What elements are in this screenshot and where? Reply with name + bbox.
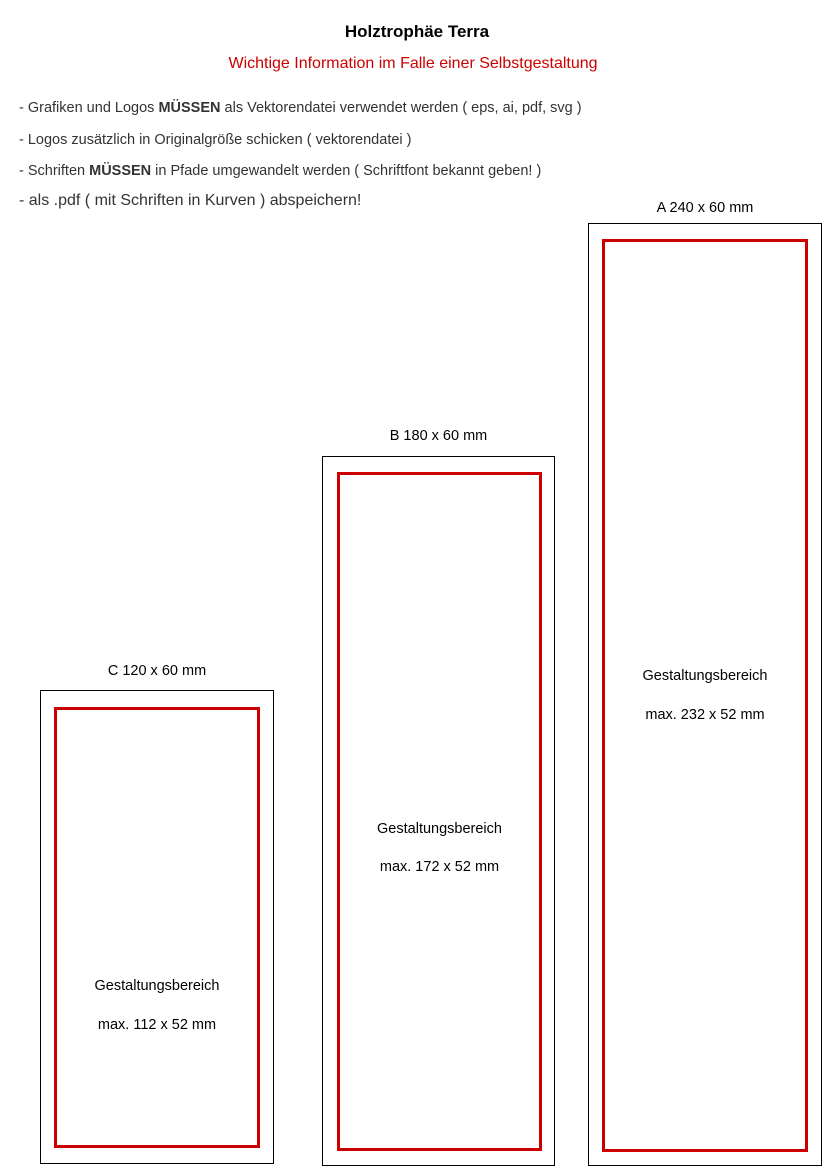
size-c-frame xyxy=(40,690,274,1164)
size-c-label: C 120 x 60 mm xyxy=(107,663,207,679)
size-b-area-size: max. 172 x 52 mm xyxy=(379,859,500,875)
size-c-area-title: Gestaltungsbereich xyxy=(94,978,220,994)
size-a-design-area xyxy=(602,239,808,1152)
instruction-line-4: - als .pdf ( mit Schriften in Kurven ) abspeichern! xyxy=(19,192,362,209)
size-a-area-title: Gestaltungsbereich xyxy=(642,668,768,684)
size-a-area-size: max. 232 x 52 mm xyxy=(645,707,765,723)
instruction-line-3: - Schriften MÜSSEN in Pfade umgewandelt werden ( Schriftfont bekannt geben! ) xyxy=(19,163,542,179)
document-subtitle: Wichtige Information im Falle einer Selbstgestaltung xyxy=(228,55,598,72)
size-a-label: A 240 x 60 mm xyxy=(656,200,754,216)
instruction-line-1: - Grafiken und Logos MÜSSEN als Vektorendatei verwendet werden ( eps, ai, pdf, svg ) xyxy=(19,100,582,116)
size-b-frame xyxy=(322,456,555,1166)
instruction-line-2: - Logos zusätzlich in Originalgröße schicken ( vektorendatei ) xyxy=(19,132,412,148)
size-a-frame xyxy=(588,223,822,1166)
size-b-design-area xyxy=(337,472,542,1151)
size-c-area-size: max. 112 x 52 mm xyxy=(97,1017,217,1033)
size-b-label: B 180 x 60 mm xyxy=(389,428,488,444)
size-c-design-area xyxy=(54,707,260,1148)
document-title: Holztrophäe Terra xyxy=(344,22,490,41)
size-b-area-title: Gestaltungsbereich xyxy=(377,821,502,837)
